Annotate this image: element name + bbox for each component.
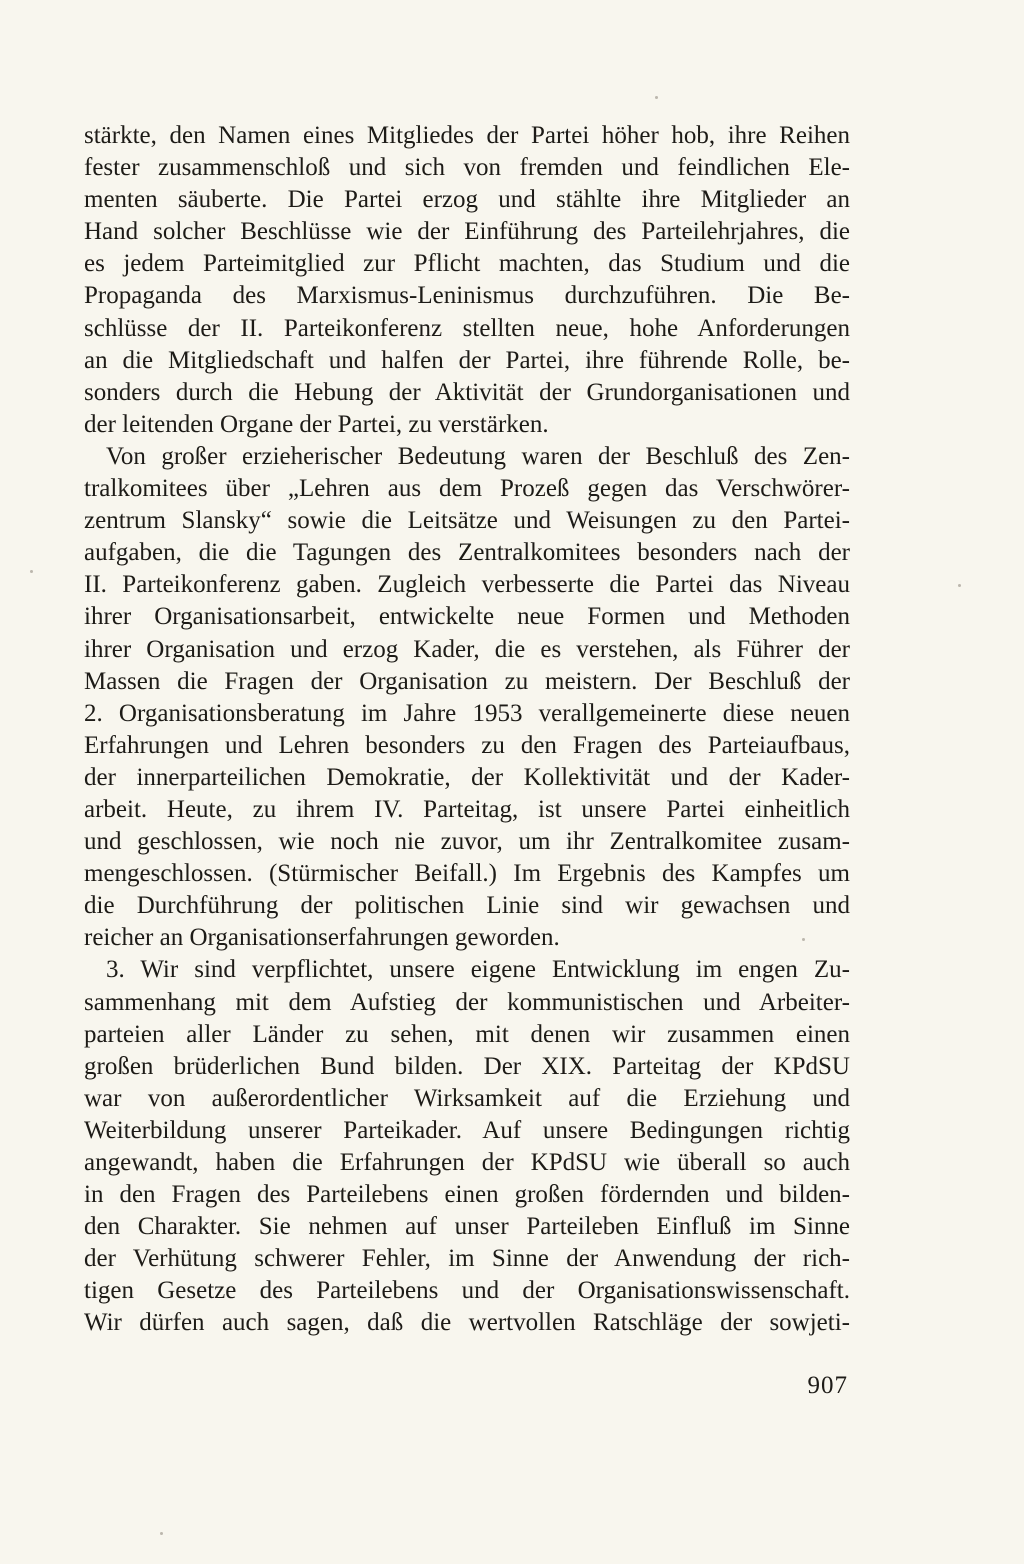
scan-speck — [160, 1532, 163, 1535]
text-line: Hand solcher Beschlüsse wie der Einführung des Parteilehrjahres, die — [84, 218, 850, 246]
text-line: ihrer Organisation und erzog Kader, die es verstehen, als Führer der — [84, 635, 850, 663]
text-line: großen brüderlichen Bund bilden. Der XIX. Parteitag der KPdSU — [84, 1052, 850, 1080]
page-number: 907 — [807, 1372, 848, 1399]
body-text — [84, 120, 850, 1340]
text-line: reicher an Organisationserfahrungen geworden. — [84, 924, 560, 952]
text-line: Massen die Fragen der Organisation zu meistern. Der Beschluß der — [84, 667, 850, 695]
text-line: der innerparteilichen Demokratie, der Kollektivität und der Kader- — [84, 763, 850, 791]
text-line: mengeschlossen. (Stürmischer Beifall.) Im Ergebnis des Kampfes um — [84, 860, 850, 888]
text-line: II. Parteikonferenz gaben. Zugleich verbesserte die Partei das Niveau — [84, 571, 850, 599]
text-line: 3. Wir sind verpflichtet, unsere eigene Entwicklung im engen Zu- — [106, 956, 850, 984]
scan-speck — [30, 570, 33, 573]
text-line: stärkte, den Namen eines Mitgliedes der Partei höher hob, ihre Reihen — [84, 122, 850, 149]
text-line: den Charakter. Sie nehmen auf unser Parteileben Einfluß im Sinne — [84, 1213, 850, 1241]
text-line: Weiterbildung unserer Parteikader. Auf unsere Bedingungen richtig — [84, 1116, 850, 1144]
text-line: tigen Gesetze des Parteilebens und der Organisationswissenschaft. — [84, 1277, 850, 1305]
text-line: die Durchführung der politischen Linie sind wir gewachsen und — [84, 892, 850, 920]
text-line: war von außerordentlicher Wirksamkeit auf die Erziehung und — [84, 1084, 850, 1112]
text-line: an die Mitgliedschaft und halfen der Partei, ihre führende Rolle, be- — [84, 346, 850, 374]
text-line: sonders durch die Hebung der Aktivität der Grundorganisationen und — [84, 378, 850, 406]
text-line: sammenhang mit dem Aufstieg der kommunistischen und Arbeiter- — [84, 988, 850, 1016]
text-line: es jedem Parteimitglied zur Pflicht machten, das Studium und die — [84, 250, 850, 278]
text-line: menten säuberte. Die Partei erzog und stählte ihre Mitglieder an — [84, 186, 850, 214]
text-line: und geschlossen, wie noch nie zuvor, um ihr Zentralkomitee zusam- — [84, 828, 850, 856]
text-line: angewandt, haben die Erfahrungen der KPdSU wie überall so auch — [84, 1149, 850, 1176]
text-line: arbeit. Heute, zu ihrem IV. Parteitag, ist unsere Partei einheitlich — [84, 795, 850, 823]
text-line: in den Fragen des Parteilebens einen großen fördernden und bilden- — [84, 1181, 850, 1209]
scan-speck — [958, 584, 961, 587]
text-line: Erfahrungen und Lehren besonders zu den Fragen des Parteiaufbaus, — [84, 731, 850, 759]
text-line: ihrer Organisationsarbeit, entwickelte neue Formen und Methoden — [84, 603, 850, 631]
scan-speck — [655, 96, 658, 99]
text-line: parteien aller Länder zu sehen, mit denen wir zusammen einen — [84, 1020, 850, 1048]
text-line: aufgaben, die die Tagungen des Zentralkomitees besonders nach der — [84, 539, 850, 567]
text-line: fester zusammenschloß und sich von fremden und feindlichen Ele- — [84, 154, 850, 182]
text-line: Von großer erzieherischer Bedeutung waren der Beschluß des Zen- — [106, 442, 850, 470]
text-line: Wir dürfen auch sagen, daß die wertvollen Ratschläge der sowjeti- — [84, 1309, 850, 1337]
text-line: zentrum Slansky“ sowie die Leitsätze und Weisungen zu den Partei- — [84, 507, 850, 535]
text-line: der Verhütung schwerer Fehler, im Sinne der Anwendung der rich- — [84, 1245, 850, 1273]
text-line: tralkomitees über „Lehren aus dem Prozeß gegen das Verschwörer- — [84, 475, 850, 503]
scan-speck — [802, 938, 805, 941]
text-line: Propaganda des Marxismus-Leninismus durchzuführen. Die Be- — [84, 282, 850, 310]
text-line: der leitenden Organe der Partei, zu verstärken. — [84, 410, 549, 438]
text-line: 2. Organisationsberatung im Jahre 1953 verallgemeinerte diese neuen — [84, 699, 850, 727]
text-line: schlüsse der II. Parteikonferenz stellten neue, hohe Anforderungen — [84, 314, 850, 342]
